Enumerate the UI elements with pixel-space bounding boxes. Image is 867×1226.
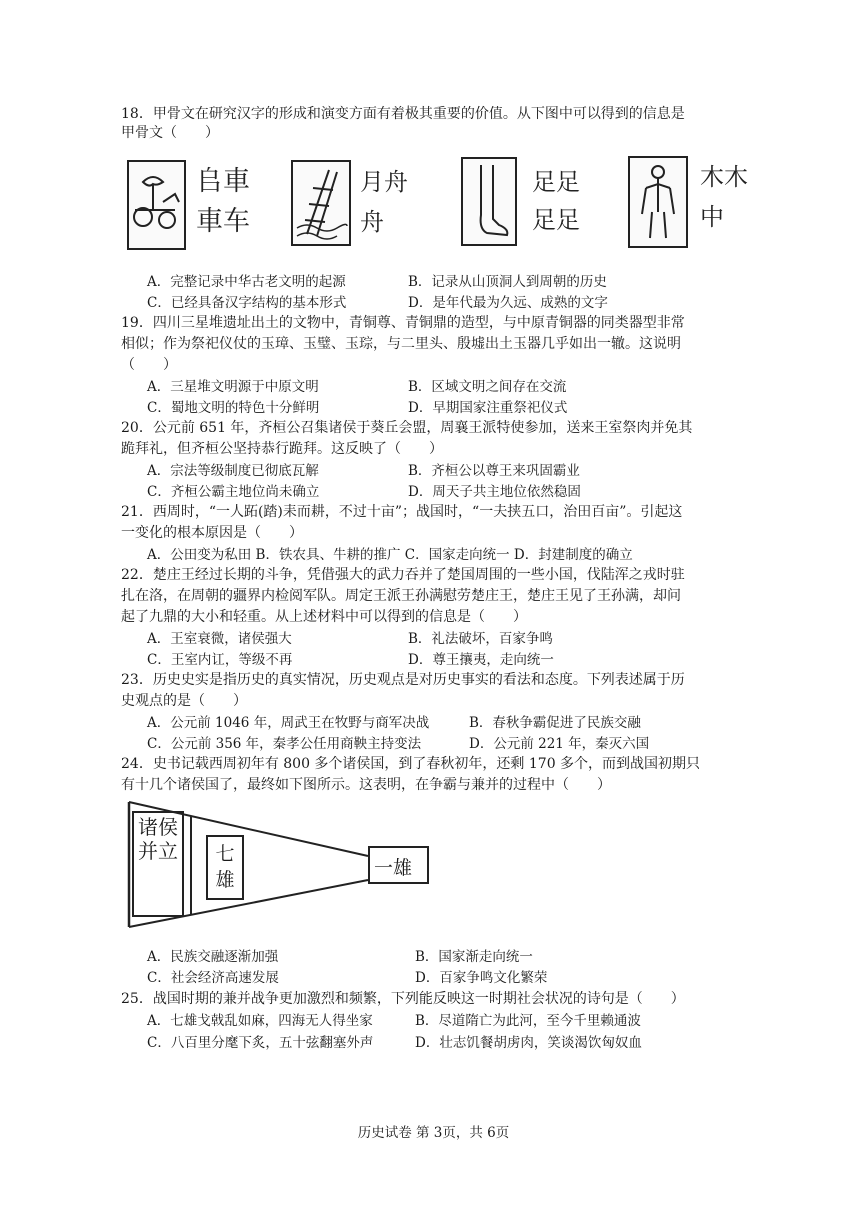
q25-option-b[interactable]: B．尽道隋亡为此河，至今千里赖通波 [415,1013,641,1029]
q18-stem-line2: 甲骨文（ ） [121,125,219,141]
q19-stem-line1: 19．四川三星堆遗址出土的文物中，青铜尊、青铜鼎的造型，与中原青铜器的同类器型非常 [121,315,685,331]
q24-option-c[interactable]: C．社会经济高速发展 [147,970,279,986]
q18-option-c[interactable]: C．已经具备汉字结构的基本形式 [147,295,347,311]
figure4-bottom-chars: 中 [700,203,724,231]
figure3-bottom-chars: 足足 [532,206,580,234]
oracle-person-pictograph [628,156,688,248]
q20-option-a[interactable]: A．宗法等级制度已彻底瓦解 [147,463,319,479]
page-footer: 历史试卷 第 3页，共 6页 [357,1125,510,1141]
funnel-diagram [126,796,436,932]
q23-option-b[interactable]: B．春秋争霸促进了民族交融 [469,715,641,731]
funnel-right-label: 一雄 [374,857,413,879]
q25-option-a[interactable]: A．七雄戈戟乱如麻，四海无人得坐家 [147,1013,373,1029]
figure4-top-chars: 木木 [700,163,748,191]
q23-option-a[interactable]: A．公元前 1046 年，周武王在牧野与商军决战 [147,715,430,731]
q18-stem-line1: 18．甲骨文在研究汉字的形成和演变方面有着极其重要的价值。从下图中可以得到的信息是 [121,106,685,122]
q22-option-a[interactable]: A．王室衰微，诸侯强大 [147,631,292,647]
q25-stem-line1: 25．战国时期的兼并战争更加激烈和频繁，下列能反映这一时期社会状况的诗句是（ ） [121,991,685,1007]
q23-option-c[interactable]: C．公元前 356 年，秦孝公任用商鞅主持变法 [147,736,422,752]
q20-option-c[interactable]: C．齐桓公霸主地位尚未确立 [147,484,320,500]
figure2-bottom-chars: 舟 [360,208,384,236]
funnel-middle-label: 七雄 [215,843,235,891]
figure3-top-chars: 足足 [532,168,580,196]
q20-option-b[interactable]: B．齐桓公以尊王来巩固霸业 [408,463,580,479]
oracle-chariot-pictograph [127,160,186,250]
oracle-foot-pictograph [461,157,517,246]
q21-stem-line1: 21．西周时，“一人跖(踏)耒而耕，不过十亩”；战国时，“一夫挟五口，治田百亩”。引起这 [121,504,683,520]
figure1-top-chars: 𠂤車 [196,166,250,197]
q20-option-d[interactable]: D．周天子共主地位依然稳固 [408,484,581,500]
q22-option-b[interactable]: B．礼法破坏，百家争鸣 [408,631,553,647]
q19-option-b[interactable]: B．区域文明之间存在交流 [408,379,567,395]
q23-stem-line1: 23．历史史实是指历史的真实情况，历史观点是对历史事实的看法和态度。下列表述属于历 [121,672,685,688]
q25-option-d[interactable]: D．壮志饥餐胡虏肉，笑谈渴饮匈奴血 [415,1035,642,1051]
q22-option-d[interactable]: D．尊王攘夷，走向统一 [408,652,554,668]
q23-option-d[interactable]: D．公元前 221 年，秦灭六国 [469,736,650,752]
q22-stem-line3: 起了九鼎的大小和轻重。从上述材料中可以得到的信息是（ ） [121,609,527,625]
q20-stem-line2: 跪拜礼，但齐桓公坚持恭行跪拜。这反映了（ ） [121,441,443,457]
q19-stem-line3: （ ） [121,357,177,373]
q21-stem-line2: 一变化的根本原因是（ ） [121,525,303,541]
q22-stem-line2: 扎在洛，在周朝的疆界内检阅军队。周定王派王孙满慰劳楚庄王，楚庄王见了王孙满，却问 [121,588,681,604]
oracle-boat-pictograph [291,160,351,246]
q24-option-d[interactable]: D．百家争鸣文化繁荣 [415,970,548,986]
q20-stem-line1: 20．公元前 651 年，齐桓公召集诸侯于葵丘会盟，周襄王派特使参加，送来王室祭肉并免其 [121,420,693,436]
q18-option-d[interactable]: D．是年代最为久远、成熟的文字 [408,295,608,311]
q21-options[interactable]: A．公田变为私田 B．铁农具、牛耕的推广 C．国家走向统一 D．封建制度的确立 [147,547,633,563]
q24-option-b[interactable]: B．国家渐走向统一 [415,949,533,965]
q18-option-b[interactable]: B．记录从山顶洞人到周朝的历史 [408,274,607,290]
q19-option-d[interactable]: D．早期国家注重祭祀仪式 [408,400,568,416]
q22-stem-line1: 22．楚庄王经过长期的斗争，凭借强大的武力吞并了楚国周围的一些小国，伐陆浑之戎时驻 [121,567,685,583]
q24-stem-line2: 有十几个诸侯国了，最终如下图所示。这表明，在争霸与兼并的过程中（ ） [121,777,611,793]
q23-stem-line2: 史观点的是（ ） [121,693,247,709]
q24-option-a[interactable]: A．民族交融逐渐加强 [147,949,279,965]
q24-stem-line1: 24．史书记载西周初年有 800 多个诸侯国，到了春秋初年，还剩 170 多个，而到战国初期只 [121,756,701,772]
q25-option-c[interactable]: C．八百里分麾下炙，五十弦翻塞外声 [147,1035,374,1051]
funnel-left-label: 诸侯并立 [138,815,178,863]
figure2-top-chars: 月舟 [360,168,408,196]
q19-option-c[interactable]: C．蜀地文明的特色十分鲜明 [147,400,320,416]
q18-option-a[interactable]: A．完整记录中华古老文明的起源 [147,274,346,290]
figure1-bottom-chars: 車车 [196,206,250,237]
q22-option-c[interactable]: C．王室内讧，等级不再 [147,652,293,668]
q19-stem-line2: 相似；作为祭祀仪仗的玉璋、玉璧、玉琮，与二里头、殷墟出土玉器几乎如出一辙。这说明 [121,336,681,352]
q19-option-a[interactable]: A．三星堆文明源于中原文明 [147,379,319,395]
